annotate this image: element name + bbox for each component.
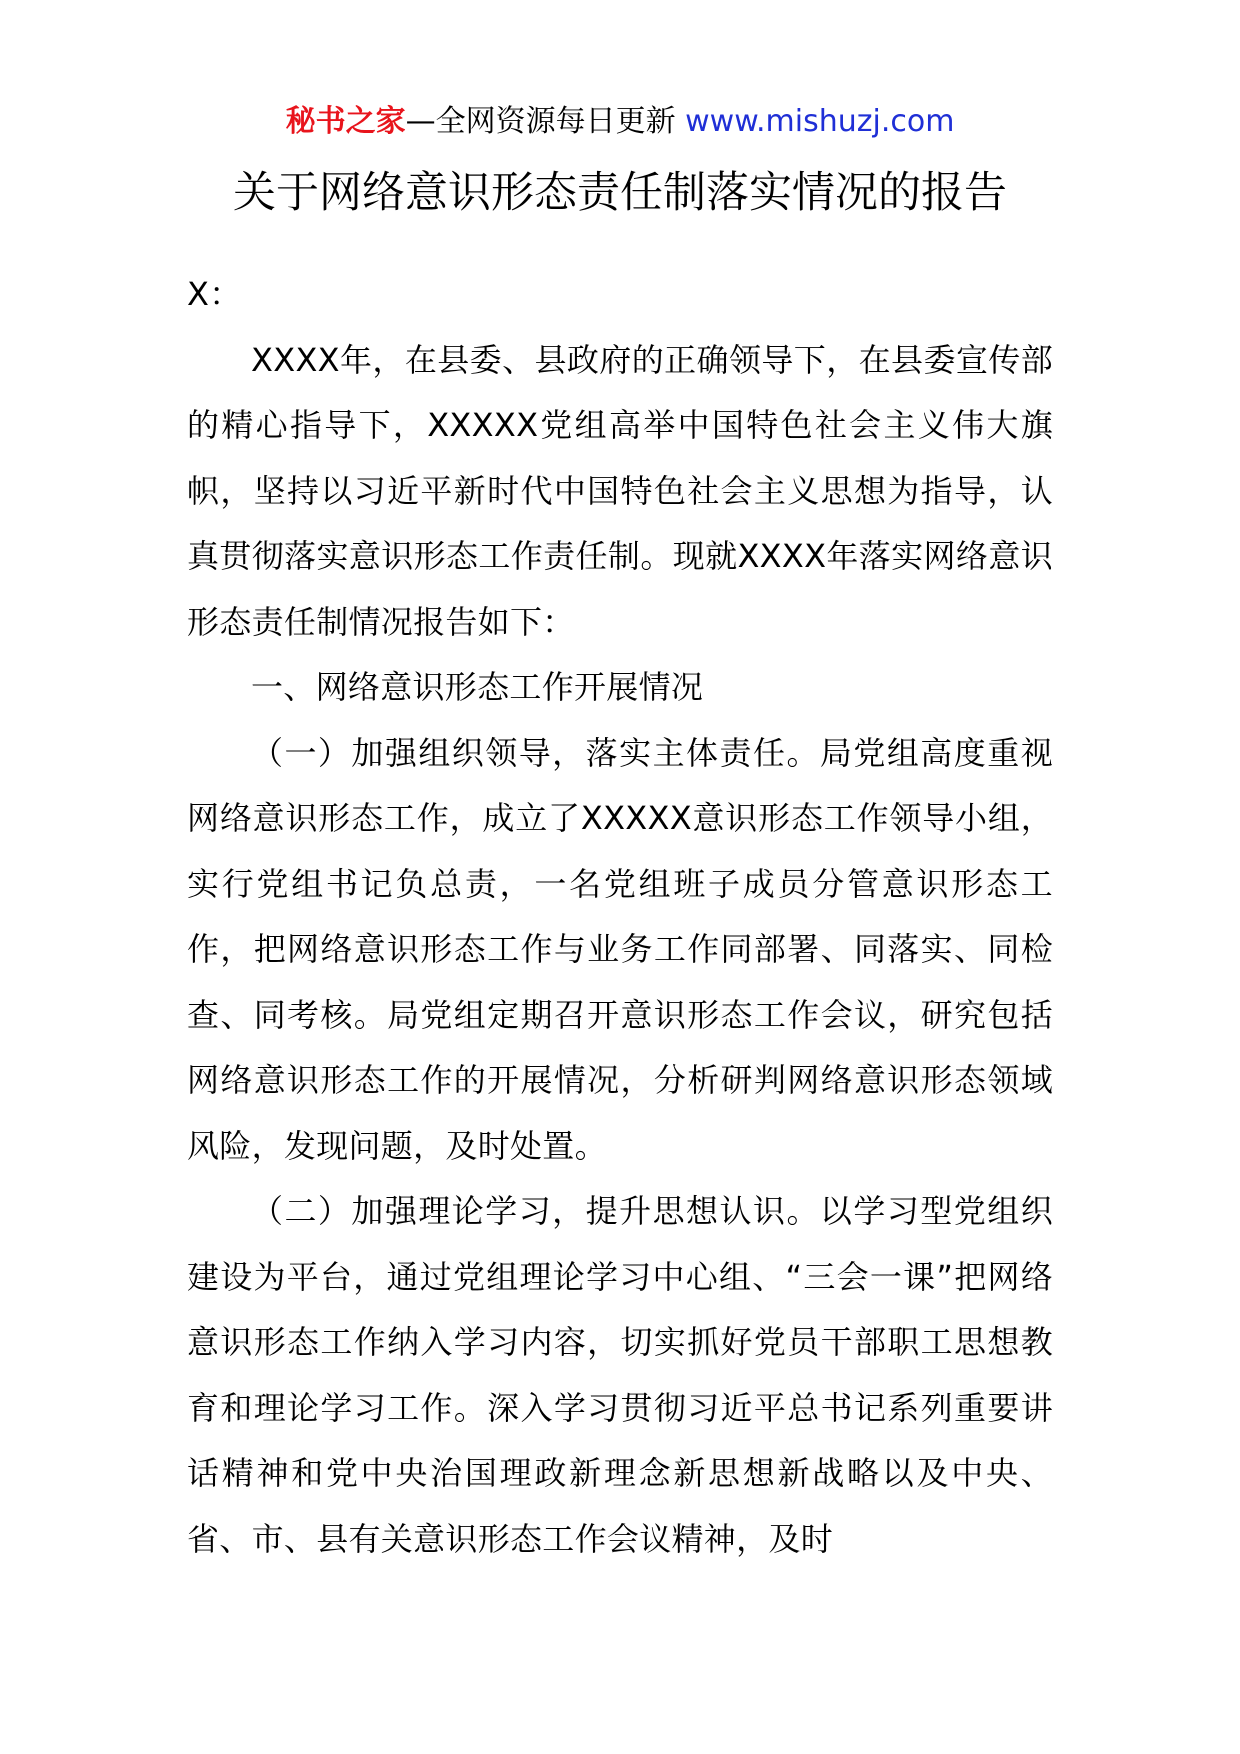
paragraph-section-1-1: （一）加强组织领导，落实主体责任。局党组高度重视网络意识形态工作，成立了XXXXX意识形态工作领导小组，实行党组书记负总责，一名党组班子成员分管意识形态工作，把网络意识形态工作与业务工作同部署、同落实、同检查、同考核。局党组定期召开意识形态工作会议，研究包括网络意识形态工作的开展情况，分析研判网络意识形态领域风险，发现问题，及时处置。 <box>187 733 1053 1165</box>
section-heading-1: 一、网络意识形态工作开展情况 <box>251 668 704 706</box>
document-body <box>187 262 1053 1572</box>
site-header <box>0 102 1240 142</box>
site-tagline: —全网资源每日更新 <box>405 104 676 139</box>
site-url-link[interactable]: www.mishuzj.com <box>685 104 955 139</box>
document-title: 关于网络意识形态责任制落实情况的报告 <box>233 168 1007 218</box>
paragraph-intro: XXXX年，在县委、县政府的正确领导下，在县委宣传部的精心指导下，XXXXX党组高举中国特色社会主义伟大旗帜，坚持以习近平新时代中国特色社会主义思想为指导，认真贯彻落实意识形态工作责任制。现就XXXX年落实网络意识形态责任制情况报告如下： <box>187 340 1053 641</box>
site-brand: 秘书之家 <box>285 104 406 139</box>
salutation: X： <box>187 275 242 313</box>
paragraph-section-1-2: （二）加强理论学习，提升思想认识。以学习型党组织建设为平台，通过党组理论学习中心组、“三会一课”把网络意识形态工作纳入学习内容，切实抓好党员干部职工思想教育和理论学习工作。深入学习贯彻习近平总书记系列重要讲话精神和党中央治国理政新理念新思想新战略以及中央、省、市、县有关意识形态工作会议精神，及时 <box>187 1192 1053 1558</box>
